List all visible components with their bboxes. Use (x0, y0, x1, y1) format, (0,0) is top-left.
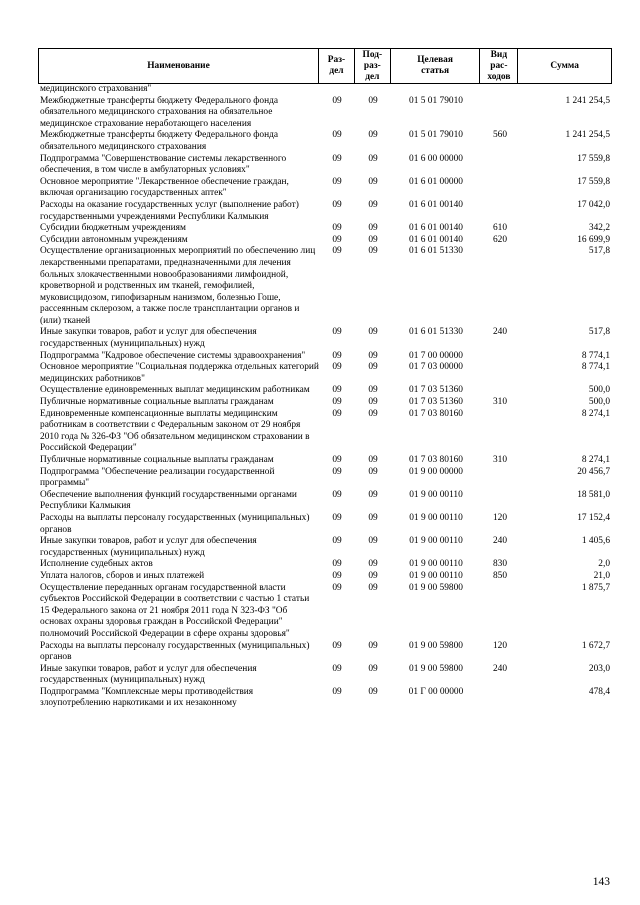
cell-podr: 09 (368, 246, 378, 257)
cell-podr: 09 (368, 199, 378, 210)
cell-razd: 09 (332, 95, 342, 106)
cell-name: Межбюджетные трансферты бюджету Федерального фонда обязательного медицинского страхования на обязательное медицинское страхование неработающего населения (40, 95, 279, 129)
cell-sum: 17 559,8 (577, 176, 610, 187)
table-row (38, 559, 612, 571)
cell-vid: 560 (492, 130, 508, 141)
cell-cel: 01 6 01 00140 (409, 199, 463, 210)
table-row (38, 397, 612, 409)
table-row (38, 664, 612, 687)
cell-vid (481, 467, 519, 490)
cell-vid: 310 (492, 455, 508, 465)
table-row (38, 200, 612, 223)
cell-sum (519, 84, 612, 96)
cell-sum: 500,0 (588, 397, 610, 408)
cell-cel (391, 84, 481, 96)
cell-vid (481, 84, 519, 96)
page-number: 143 (592, 876, 610, 888)
cell-razd: 09 (332, 559, 342, 570)
table-row (38, 84, 612, 96)
cell-podr: 09 (368, 408, 378, 419)
cell-vid (481, 362, 519, 385)
cell-sum: 18 581,0 (577, 489, 610, 500)
cell-sum: 1 241 254,5 (565, 130, 610, 141)
cell-razd: 09 (332, 582, 342, 593)
cell-podr: 09 (368, 570, 378, 581)
cell-vid (481, 490, 519, 513)
cell-cel: 01 5 01 79010 (409, 95, 463, 106)
cell-vid (481, 409, 519, 455)
cell-name: Основное мероприятие "Лекарственное обеспечение граждан, включая организацию государственных аптек" (40, 176, 289, 199)
cell-name: Подпрограмма "Совершенствование системы лекарственного обеспечения, в том числе в амбулаторных условиях" (40, 153, 287, 176)
cell-podr: 09 (368, 489, 378, 500)
cell-razd: 09 (332, 397, 342, 408)
cell-cel: 01 9 00 00110 (409, 489, 463, 500)
table-row (38, 687, 612, 710)
table-row (38, 154, 612, 177)
cell-podr: 09 (368, 385, 378, 396)
cell-razd: 09 (332, 663, 342, 674)
table-row (38, 246, 612, 327)
cell-vid (481, 177, 519, 200)
cell-razd: 09 (332, 686, 342, 697)
cell-podr: 09 (368, 559, 378, 570)
cell-vid (481, 154, 519, 177)
cell-sum: 8 274,1 (581, 455, 610, 465)
cell-name: Расходы на выплаты персоналу государственных (муниципальных) органов (40, 640, 310, 663)
cell-cel: 01 7 03 51360 (409, 385, 463, 396)
cell-name: Обеспечение выполнения функций государственными органами Республики Калмыкия (40, 489, 297, 512)
cell-podr: 09 (368, 362, 378, 373)
cell-razd (319, 84, 355, 96)
cell-sum: 517,8 (588, 246, 610, 257)
cell-podr: 09 (368, 176, 378, 187)
cell-cel: 01 7 03 00000 (409, 362, 463, 373)
cell-cel: 01 6 01 00140 (409, 223, 463, 234)
table-row (38, 362, 612, 385)
cell-razd: 09 (332, 153, 342, 164)
cell-razd: 09 (332, 408, 342, 419)
cell-vid: 240 (492, 327, 508, 338)
cell-razd: 09 (332, 489, 342, 500)
cell-vid (481, 687, 519, 710)
cell-sum: 517,8 (588, 327, 610, 338)
table-row (38, 409, 612, 455)
table-row (38, 223, 612, 235)
cell-razd: 09 (332, 512, 342, 523)
cell-vid: 120 (492, 640, 508, 651)
cell-name: Подпрограмма "Кадровое обеспечение системы здравоохранения" (40, 350, 306, 361)
cell-cel: 01 9 00 00110 (409, 559, 463, 570)
cell-vid: 620 (492, 234, 508, 245)
cell-podr: 09 (368, 455, 378, 465)
cell-name: Основное мероприятие "Социальная поддержка отдельных категорий медицинских работников" (40, 362, 319, 384)
cell-name: Иные закупки товаров, работ и услуг для обеспечения государственных (муниципальных) нужд (40, 536, 257, 558)
cell-podr: 09 (368, 397, 378, 408)
cell-name: Исполнение судебных актов (40, 559, 153, 570)
cell-name: Уплата налогов, сборов и иных платежей (40, 570, 205, 581)
cell-razd: 09 (332, 199, 342, 210)
cell-sum: 20 456,7 (577, 466, 610, 477)
cell-podr (355, 84, 391, 96)
cell-name: Межбюджетные трансферты бюджету Федерального фонда обязательного медицинского страхования (40, 130, 279, 152)
cell-razd: 09 (332, 455, 342, 465)
cell-razd: 09 (332, 466, 342, 477)
cell-cel: 01 9 00 59800 (409, 640, 463, 651)
cell-razd: 09 (332, 234, 342, 245)
cell-name: Публичные нормативные социальные выплаты гражданам (40, 455, 274, 465)
cell-cel: 01 9 00 00110 (409, 536, 463, 547)
cell-razd: 09 (332, 327, 342, 338)
cell-name: Осуществление переданных органам государственной власти субъектов Российской Федерации в соответствии с частью 1 статьи 15 Федерального закона от 21 ноября 2011 года N 323-ФЗ "Об основах охраны здоровья граждан в Российской Федерации" полномочий Российской Федерации в сфере охраны здоровья" (40, 582, 310, 639)
cell-vid: 610 (492, 223, 508, 234)
cell-razd: 09 (332, 640, 342, 651)
cell-podr: 09 (368, 234, 378, 245)
cell-name: Осуществление организационных мероприятий по обеспечению лиц лекарственными препаратами, предназначенными для лечения больных злокачественными новообразованиями лимфоидной, кроветворной и родственных им тканей, гемофилией, муковисцидозом, гипофизарным нанизмом, болезнью Гоше, рассеянным склерозом, а также после трансплантации органов и (или) тканей (40, 246, 316, 326)
cell-podr: 09 (368, 536, 378, 547)
cell-cel: 01 7 03 80160 (409, 455, 463, 465)
cell-cel: 01 9 00 00110 (409, 570, 463, 581)
cell-cel: 01 6 01 00140 (409, 234, 463, 245)
cell-razd: 09 (332, 570, 342, 581)
table-row (38, 351, 612, 363)
cell-name: Субсидии бюджетным учреждениям (40, 223, 186, 234)
cell-cel: 01 7 00 00000 (409, 350, 463, 361)
table-row (38, 641, 612, 664)
cell-cel: 01 9 00 00000 (409, 466, 463, 477)
cell-podr: 09 (368, 640, 378, 651)
cell-sum: 17 152,4 (577, 512, 610, 523)
cell-razd: 09 (332, 362, 342, 373)
header-vid: Вид рас- ходов (480, 49, 518, 83)
table-row (38, 455, 612, 467)
cell-vid (481, 246, 519, 327)
cell-vid (481, 351, 519, 363)
header-name: Наименование (39, 49, 319, 83)
cell-sum: 500,0 (588, 385, 610, 396)
cell-name: Субсидии автономным учреждениям (40, 234, 188, 245)
header-razdel: Раз- дел (319, 49, 355, 83)
cell-vid: 310 (492, 397, 508, 408)
cell-razd: 09 (332, 385, 342, 396)
cell-sum: 1 405,6 (581, 536, 610, 547)
cell-vid (481, 385, 519, 397)
cell-vid: 850 (492, 570, 508, 581)
cell-sum: 1 672,7 (581, 640, 610, 651)
table-row (38, 235, 612, 247)
header-summa: Сумма (550, 60, 579, 71)
table-row (38, 513, 612, 536)
cell-sum: 1 241 254,5 (565, 95, 610, 106)
table-row (38, 490, 612, 513)
table-row (38, 536, 612, 559)
cell-vid: 240 (492, 536, 508, 547)
cell-vid (481, 200, 519, 223)
cell-razd: 09 (332, 130, 342, 141)
cell-name: Публичные нормативные социальные выплаты гражданам (40, 397, 274, 408)
cell-podr: 09 (368, 512, 378, 523)
table-row (38, 467, 612, 490)
cell-sum: 478,4 (588, 686, 610, 697)
cell-podr: 09 (368, 95, 378, 106)
cell-podr: 09 (368, 223, 378, 234)
cell-razd: 09 (332, 176, 342, 187)
cell-vid: 120 (492, 512, 508, 523)
cell-name: Осуществление единовременных выплат медицинским работникам (40, 385, 310, 396)
header-celevaya: Целевая статья (391, 49, 481, 83)
cell-vid (481, 96, 519, 131)
cell-name: медицинского страхования" (40, 84, 152, 94)
cell-name: Подпрограмма "Обеспечение реализации государственной программы" (40, 466, 275, 489)
cell-razd: 09 (332, 536, 342, 547)
cell-sum: 17 042,0 (577, 199, 610, 210)
header-podrazdel: Под- раз- дел (355, 49, 391, 83)
table-row (38, 385, 612, 397)
cell-podr: 09 (368, 466, 378, 477)
cell-sum: 16 699,9 (577, 234, 610, 245)
table-row (38, 327, 612, 350)
cell-name: Подпрограмма "Комплексные меры противодействия злоупотреблению наркотиками и их незаконному (40, 686, 254, 709)
cell-sum: 1 875,7 (581, 582, 610, 593)
cell-podr: 09 (368, 130, 378, 141)
table-body (38, 84, 612, 710)
cell-cel: 01 7 03 80160 (409, 408, 463, 419)
cell-cel: 01 6 00 00000 (409, 153, 463, 164)
cell-vid: 830 (492, 559, 508, 570)
cell-podr: 09 (368, 350, 378, 361)
cell-podr: 09 (368, 686, 378, 697)
cell-vid (481, 583, 519, 641)
cell-vid: 240 (492, 663, 508, 674)
table-row (38, 177, 612, 200)
cell-sum: 8 774,1 (581, 362, 610, 373)
cell-razd: 09 (332, 223, 342, 234)
cell-sum: 21,0 (593, 570, 610, 581)
cell-sum: 8 274,1 (581, 408, 610, 419)
cell-sum: 342,2 (588, 223, 610, 234)
table-row (38, 583, 612, 641)
table-row (38, 130, 612, 153)
cell-cel: 01 9 00 59800 (409, 582, 463, 593)
table-header (38, 48, 612, 84)
cell-podr: 09 (368, 582, 378, 593)
cell-name: Единовременные компенсационные выплаты медицинским работникам в соответствии с Федеральным законом от 29 ноября 2010 года № 326-ФЗ "Об обязательном медицинском страховании в Российской Федерации" (40, 408, 310, 454)
cell-cel: 01 7 03 51360 (409, 397, 463, 408)
cell-name: Иные закупки товаров, работ и услуг для обеспечения государственных (муниципальных) нужд (40, 663, 257, 686)
cell-sum: 8 774,1 (581, 350, 610, 361)
cell-sum: 203,0 (588, 663, 610, 674)
cell-razd: 09 (332, 350, 342, 361)
table-row (38, 96, 612, 131)
cell-cel: 01 9 00 00110 (409, 512, 463, 523)
cell-name: Расходы на выплаты персоналу государственных (муниципальных) органов (40, 512, 310, 535)
cell-cel: 01 6 01 00000 (409, 176, 463, 187)
cell-name: Иные закупки товаров, работ и услуг для обеспечения государственных (муниципальных) нужд (40, 327, 257, 350)
table-row (38, 571, 612, 583)
cell-name: Расходы на оказание государственных услуг (выполнение работ) государственными учреждениями Республики Калмыкия (40, 199, 299, 222)
cell-podr: 09 (368, 663, 378, 674)
cell-razd: 09 (332, 246, 342, 257)
cell-sum: 2,0 (598, 559, 610, 570)
cell-cel: 01 6 01 51330 (409, 246, 463, 257)
cell-podr: 09 (368, 153, 378, 164)
cell-sum: 17 559,8 (577, 153, 610, 164)
cell-cel: 01 Г 00 00000 (408, 686, 464, 697)
cell-cel: 01 9 00 59800 (409, 663, 463, 674)
cell-cel: 01 5 01 79010 (409, 130, 463, 141)
cell-cel: 01 6 01 51330 (409, 327, 463, 338)
cell-podr: 09 (368, 327, 378, 338)
